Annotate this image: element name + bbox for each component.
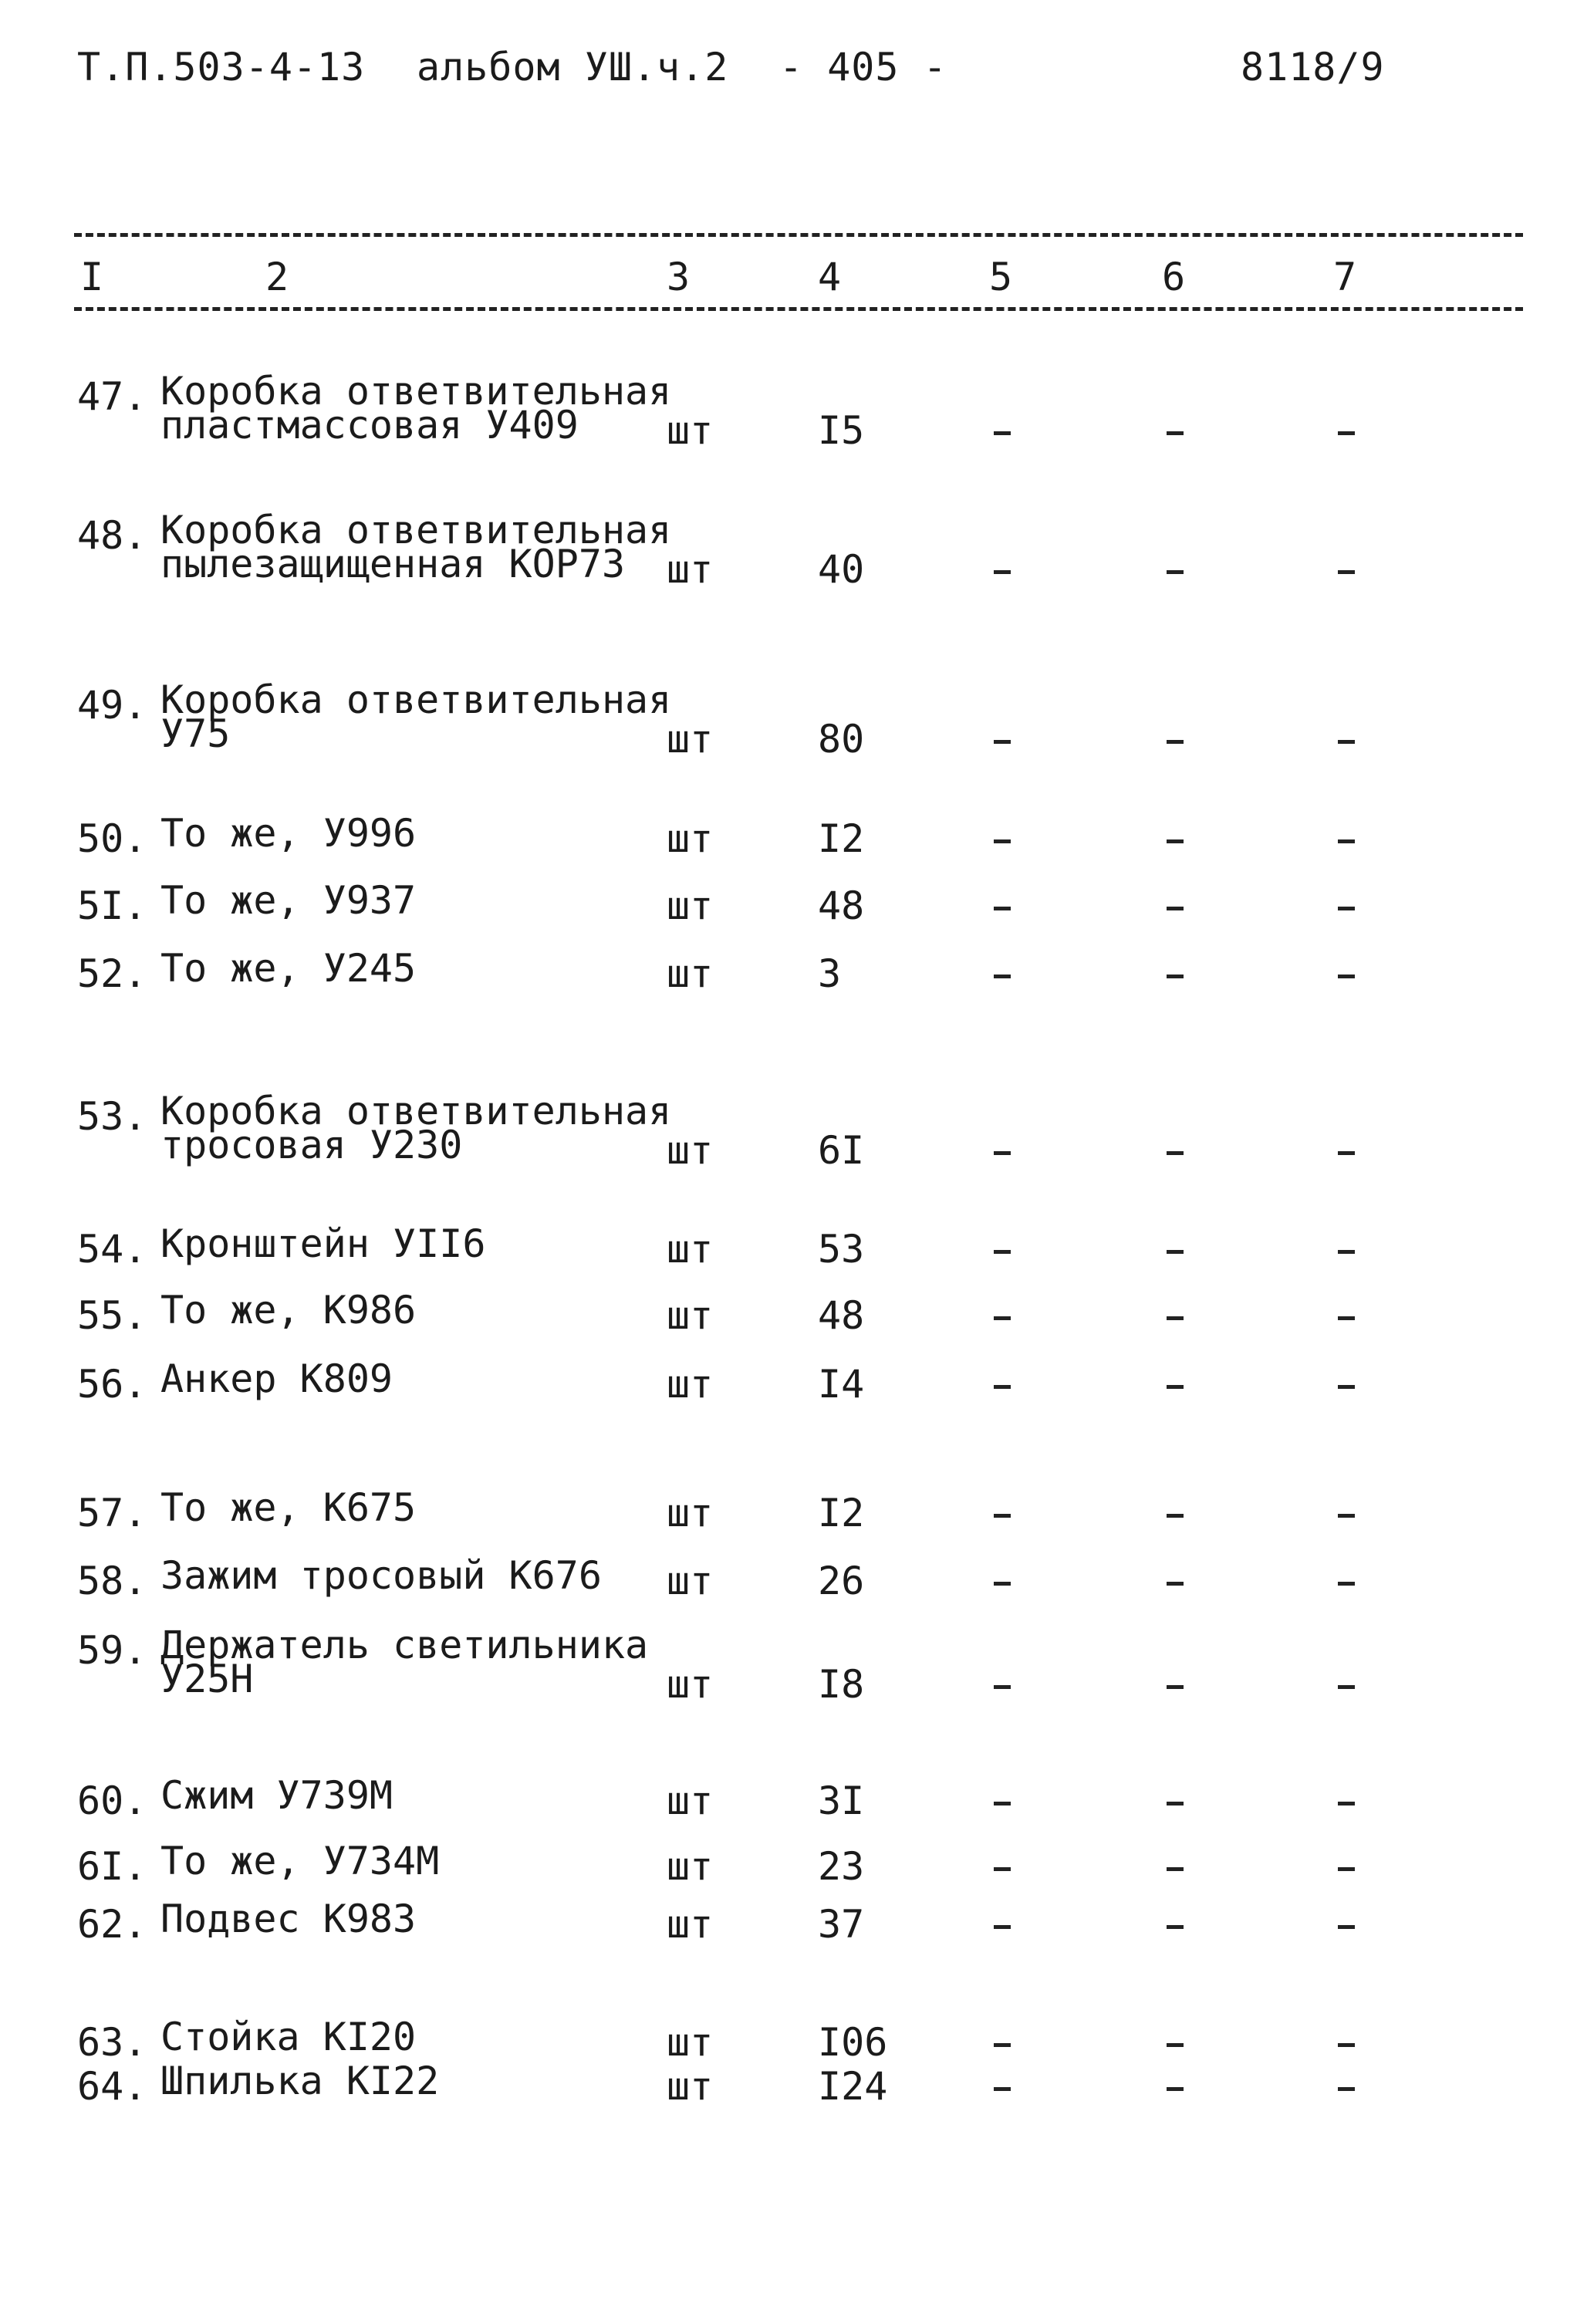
item-name xyxy=(160,1553,602,1598)
item-name-line: То же, У996 xyxy=(160,811,417,856)
row-number: 47. xyxy=(77,374,147,419)
quantity: I06 xyxy=(818,2020,888,2065)
empty-cell-dash xyxy=(994,1385,1011,1389)
empty-cell-dash xyxy=(994,1685,1011,1689)
item-name-line: пластмассовая У409 xyxy=(160,403,579,448)
empty-cell-dash xyxy=(994,975,1011,978)
empty-cell-dash xyxy=(994,570,1011,574)
row-number: 5I. xyxy=(77,883,147,928)
unit-of-measure: шт xyxy=(667,951,714,996)
item-name xyxy=(160,1288,417,1333)
empty-cell-dash xyxy=(994,839,1011,843)
item-name xyxy=(160,1773,393,1818)
row-number: 54. xyxy=(77,1227,147,1272)
row-number: 58. xyxy=(77,1559,147,1603)
empty-cell-dash xyxy=(1167,2087,1184,2091)
quantity: 26 xyxy=(818,1559,865,1603)
unit-of-measure: шт xyxy=(667,1128,714,1173)
unit-of-measure: шт xyxy=(667,1362,714,1407)
item-name xyxy=(160,1839,440,1883)
column-number-5: 5 xyxy=(989,255,1013,299)
column-number-7: 7 xyxy=(1333,255,1357,299)
row-number: 62. xyxy=(77,1902,147,1947)
quantity: 48 xyxy=(818,883,865,928)
row-number: 50. xyxy=(77,816,147,861)
page-number: - 405 - xyxy=(779,45,947,90)
quantity: 48 xyxy=(818,1293,865,1338)
empty-cell-dash xyxy=(1338,431,1355,435)
quantity: 80 xyxy=(818,717,865,762)
item-name xyxy=(160,811,417,856)
unit-of-measure: шт xyxy=(667,408,714,453)
quantity: 6I xyxy=(818,1128,865,1173)
item-name-line: То же, К986 xyxy=(160,1288,417,1333)
item-name-line: У75 xyxy=(160,711,231,756)
item-name xyxy=(160,1897,417,1941)
item-name-line: Коробка ответвительная xyxy=(160,369,672,414)
unit-of-measure: шт xyxy=(667,1778,714,1823)
empty-cell-dash xyxy=(1167,1867,1184,1871)
table-top-rule xyxy=(74,233,1523,237)
unit-of-measure: шт xyxy=(667,717,714,762)
row-number: 60. xyxy=(77,1778,147,1823)
unit-of-measure: шт xyxy=(667,1662,714,1707)
empty-cell-dash xyxy=(994,907,1011,910)
column-number-1: I xyxy=(80,255,104,299)
quantity: I4 xyxy=(818,1362,865,1407)
item-name xyxy=(160,677,672,756)
empty-cell-dash xyxy=(1167,907,1184,910)
item-name xyxy=(160,508,672,586)
empty-cell-dash xyxy=(1167,1685,1184,1689)
empty-cell-dash xyxy=(1338,740,1355,744)
item-name xyxy=(160,1485,417,1530)
row-number: 49. xyxy=(77,683,147,728)
item-name-line: Сжим У739М xyxy=(160,1773,393,1818)
unit-of-measure: шт xyxy=(667,816,714,861)
empty-cell-dash xyxy=(994,1867,1011,1871)
quantity: I2 xyxy=(818,816,865,861)
unit-of-measure: шт xyxy=(667,883,714,928)
column-number-3: 3 xyxy=(667,255,691,299)
quantity: 40 xyxy=(818,547,865,592)
item-name-line: То же, У734М xyxy=(160,1839,440,1883)
empty-cell-dash xyxy=(994,1151,1011,1155)
unit-of-measure: шт xyxy=(667,2064,714,2109)
document-code: Т.П.503-4-13 xyxy=(77,45,366,90)
empty-cell-dash xyxy=(1167,1250,1184,1254)
empty-cell-dash xyxy=(1338,1582,1355,1586)
item-name-line: Коробка ответвительная xyxy=(160,677,672,722)
quantity: I8 xyxy=(818,1662,865,1707)
empty-cell-dash xyxy=(1167,975,1184,978)
unit-of-measure: шт xyxy=(667,1902,714,1947)
empty-cell-dash xyxy=(1338,1925,1355,1929)
empty-cell-dash xyxy=(1167,740,1184,744)
empty-cell-dash xyxy=(1167,1316,1184,1320)
empty-cell-dash xyxy=(1167,1802,1184,1805)
row-number: 59. xyxy=(77,1628,147,1673)
table-header-rule xyxy=(74,307,1523,311)
column-number-4: 4 xyxy=(818,255,842,299)
row-number: 48. xyxy=(77,513,147,558)
empty-cell-dash xyxy=(1338,570,1355,574)
item-name-line: Подвес К983 xyxy=(160,1897,417,1941)
empty-cell-dash xyxy=(994,2087,1011,2091)
empty-cell-dash xyxy=(994,740,1011,744)
empty-cell-dash xyxy=(1167,1151,1184,1155)
item-name-line: Коробка ответвительная xyxy=(160,1089,672,1133)
empty-cell-dash xyxy=(1338,1802,1355,1805)
row-number: 64. xyxy=(77,2064,147,2109)
item-name-line: Кронштейн УII6 xyxy=(160,1221,486,1266)
empty-cell-dash xyxy=(994,431,1011,435)
album-reference: альбом УШ.ч.2 xyxy=(417,45,729,90)
empty-cell-dash xyxy=(1167,1925,1184,1929)
row-number: 52. xyxy=(77,951,147,996)
empty-cell-dash xyxy=(1167,570,1184,574)
quantity: I24 xyxy=(818,2064,888,2109)
empty-cell-dash xyxy=(1167,1514,1184,1518)
empty-cell-dash xyxy=(994,2043,1011,2047)
unit-of-measure: шт xyxy=(667,547,714,592)
empty-cell-dash xyxy=(1167,1385,1184,1389)
item-name xyxy=(160,2059,440,2103)
empty-cell-dash xyxy=(994,1925,1011,1929)
empty-cell-dash xyxy=(1338,1250,1355,1254)
empty-cell-dash xyxy=(1167,431,1184,435)
empty-cell-dash xyxy=(994,1582,1011,1586)
item-name-line: Анкер К809 xyxy=(160,1356,393,1401)
item-name-line: То же, К675 xyxy=(160,1485,417,1530)
item-name-line: тросовая У230 xyxy=(160,1123,463,1167)
unit-of-measure: шт xyxy=(667,1293,714,1338)
column-number-6: 6 xyxy=(1162,255,1186,299)
quantity: I2 xyxy=(818,1491,865,1535)
unit-of-measure: шт xyxy=(667,1559,714,1603)
empty-cell-dash xyxy=(1338,2043,1355,2047)
item-name-line: Зажим тросовый К676 xyxy=(160,1553,602,1598)
item-name-line: Стойка КI20 xyxy=(160,2015,417,2059)
quantity: I5 xyxy=(818,408,865,453)
item-name xyxy=(160,878,417,923)
empty-cell-dash xyxy=(1338,1151,1355,1155)
empty-cell-dash xyxy=(994,1250,1011,1254)
row-number: 55. xyxy=(77,1293,147,1338)
unit-of-measure: шт xyxy=(667,1227,714,1272)
empty-cell-dash xyxy=(994,1802,1011,1805)
quantity: 3I xyxy=(818,1778,865,1823)
empty-cell-dash xyxy=(1167,2043,1184,2047)
item-name-line: То же, У245 xyxy=(160,946,417,991)
empty-cell-dash xyxy=(1338,1867,1355,1871)
column-number-2: 2 xyxy=(265,255,289,299)
empty-cell-dash xyxy=(994,1514,1011,1518)
item-name-line: У25Н xyxy=(160,1657,254,1701)
empty-cell-dash xyxy=(1338,907,1355,910)
item-name xyxy=(160,2015,417,2059)
empty-cell-dash xyxy=(994,1316,1011,1320)
item-name-line: Коробка ответвительная xyxy=(160,508,672,552)
empty-cell-dash xyxy=(1338,2087,1355,2091)
row-number: 57. xyxy=(77,1491,147,1535)
item-name xyxy=(160,1356,393,1401)
empty-cell-dash xyxy=(1338,1385,1355,1389)
item-name xyxy=(160,1221,486,1266)
unit-of-measure: шт xyxy=(667,2020,714,2065)
quantity: 3 xyxy=(818,951,842,996)
quantity: 53 xyxy=(818,1227,865,1272)
item-name-line: Держатель светильника xyxy=(160,1623,649,1667)
item-name-line: пылезащищенная КОР73 xyxy=(160,542,626,586)
empty-cell-dash xyxy=(1167,1582,1184,1586)
row-number: 53. xyxy=(77,1094,147,1139)
empty-cell-dash xyxy=(1167,839,1184,843)
item-name-line: То же, У937 xyxy=(160,878,417,923)
item-name-line: Шпилька КI22 xyxy=(160,2059,440,2103)
empty-cell-dash xyxy=(1338,1514,1355,1518)
item-name xyxy=(160,1089,672,1167)
empty-cell-dash xyxy=(1338,1685,1355,1689)
item-name xyxy=(160,946,417,991)
quantity: 37 xyxy=(818,1902,865,1947)
unit-of-measure: шт xyxy=(667,1491,714,1535)
row-number: 63. xyxy=(77,2020,147,2065)
item-name xyxy=(160,369,672,448)
empty-cell-dash xyxy=(1338,1316,1355,1320)
row-number: 6I. xyxy=(77,1844,147,1889)
unit-of-measure: шт xyxy=(667,1844,714,1889)
item-name xyxy=(160,1623,649,1701)
quantity: 23 xyxy=(818,1844,865,1889)
empty-cell-dash xyxy=(1338,839,1355,843)
row-number: 56. xyxy=(77,1362,147,1407)
empty-cell-dash xyxy=(1338,975,1355,978)
sheet-number: 8118/9 xyxy=(1241,45,1385,90)
